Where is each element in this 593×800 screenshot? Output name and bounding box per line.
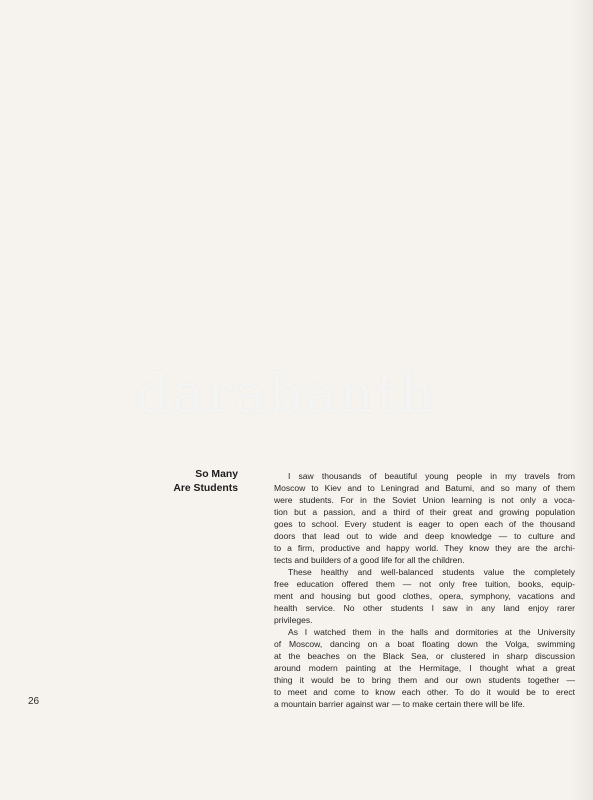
paragraph-2-line-2: free education offered them — not only free tuition, books, equip- bbox=[274, 579, 575, 589]
paragraph-1-line-5: goes to school. Every student is eager to open each of the thousand bbox=[274, 519, 575, 529]
paragraph-2 bbox=[274, 566, 575, 626]
paragraph-1-line-1: I saw thousands of beautiful young people in my travels from bbox=[288, 471, 575, 481]
paragraph-2-line-5: privileges. bbox=[274, 615, 313, 625]
body-text bbox=[274, 470, 575, 710]
paragraph-3-line-2: of Moscow, dancing on a boat floating down the Volga, swimming bbox=[274, 639, 575, 649]
paragraph-3-line-7: a mountain barrier against war — to make certain there will be life. bbox=[274, 699, 525, 709]
section-heading-line-2: Are Students bbox=[173, 483, 238, 494]
paragraph-2-line-3: ment and housing but good clothes, opera, symphony, vacations and bbox=[274, 591, 575, 601]
paragraph-2-line-4: health service. No other students I saw in any land enjoy rarer bbox=[274, 603, 575, 613]
section-heading bbox=[150, 468, 238, 496]
paragraph-1 bbox=[274, 470, 575, 566]
paragraph-3-line-5: thing it would be to bring them and our own students together — bbox=[274, 675, 575, 685]
paragraph-1-line-2: Moscow to Kiev and to Leningrad and Batumi, and so many of them bbox=[274, 483, 575, 493]
paragraph-1-line-7: to a firm, productive and happy world. They know they are the archi- bbox=[274, 543, 575, 553]
paragraph-3 bbox=[274, 626, 575, 710]
paragraph-1-line-8: tects and builders of a good life for all the children. bbox=[274, 555, 465, 565]
paragraph-1-line-6: doors that lead out to wide and deep knowledge — to culture and bbox=[274, 531, 575, 541]
paragraph-1-line-4: tion but a passion, and a third of their great and growing population bbox=[274, 507, 575, 517]
watermark: darabanth bbox=[135, 362, 437, 425]
page-number: 26 bbox=[28, 696, 40, 707]
paragraph-3-line-1: As I watched them in the halls and dormitories at the University bbox=[288, 627, 575, 637]
paragraph-3-line-6: to meet and come to know each other. To do it would be to erect bbox=[274, 687, 575, 697]
paragraph-3-line-3: at the beaches on the Black Sea, or clustered in sharp discussion bbox=[274, 651, 575, 661]
paragraph-1-line-3: were students. For in the Soviet Union learning is not only a voca- bbox=[274, 495, 575, 505]
section-heading-line-1: So Many bbox=[195, 469, 238, 480]
paragraph-2-line-1: These healthy and well-balanced students value the completely bbox=[288, 567, 575, 577]
paragraph-3-line-4: around modern painting at the Hermitage, I thought what a great bbox=[274, 663, 575, 673]
